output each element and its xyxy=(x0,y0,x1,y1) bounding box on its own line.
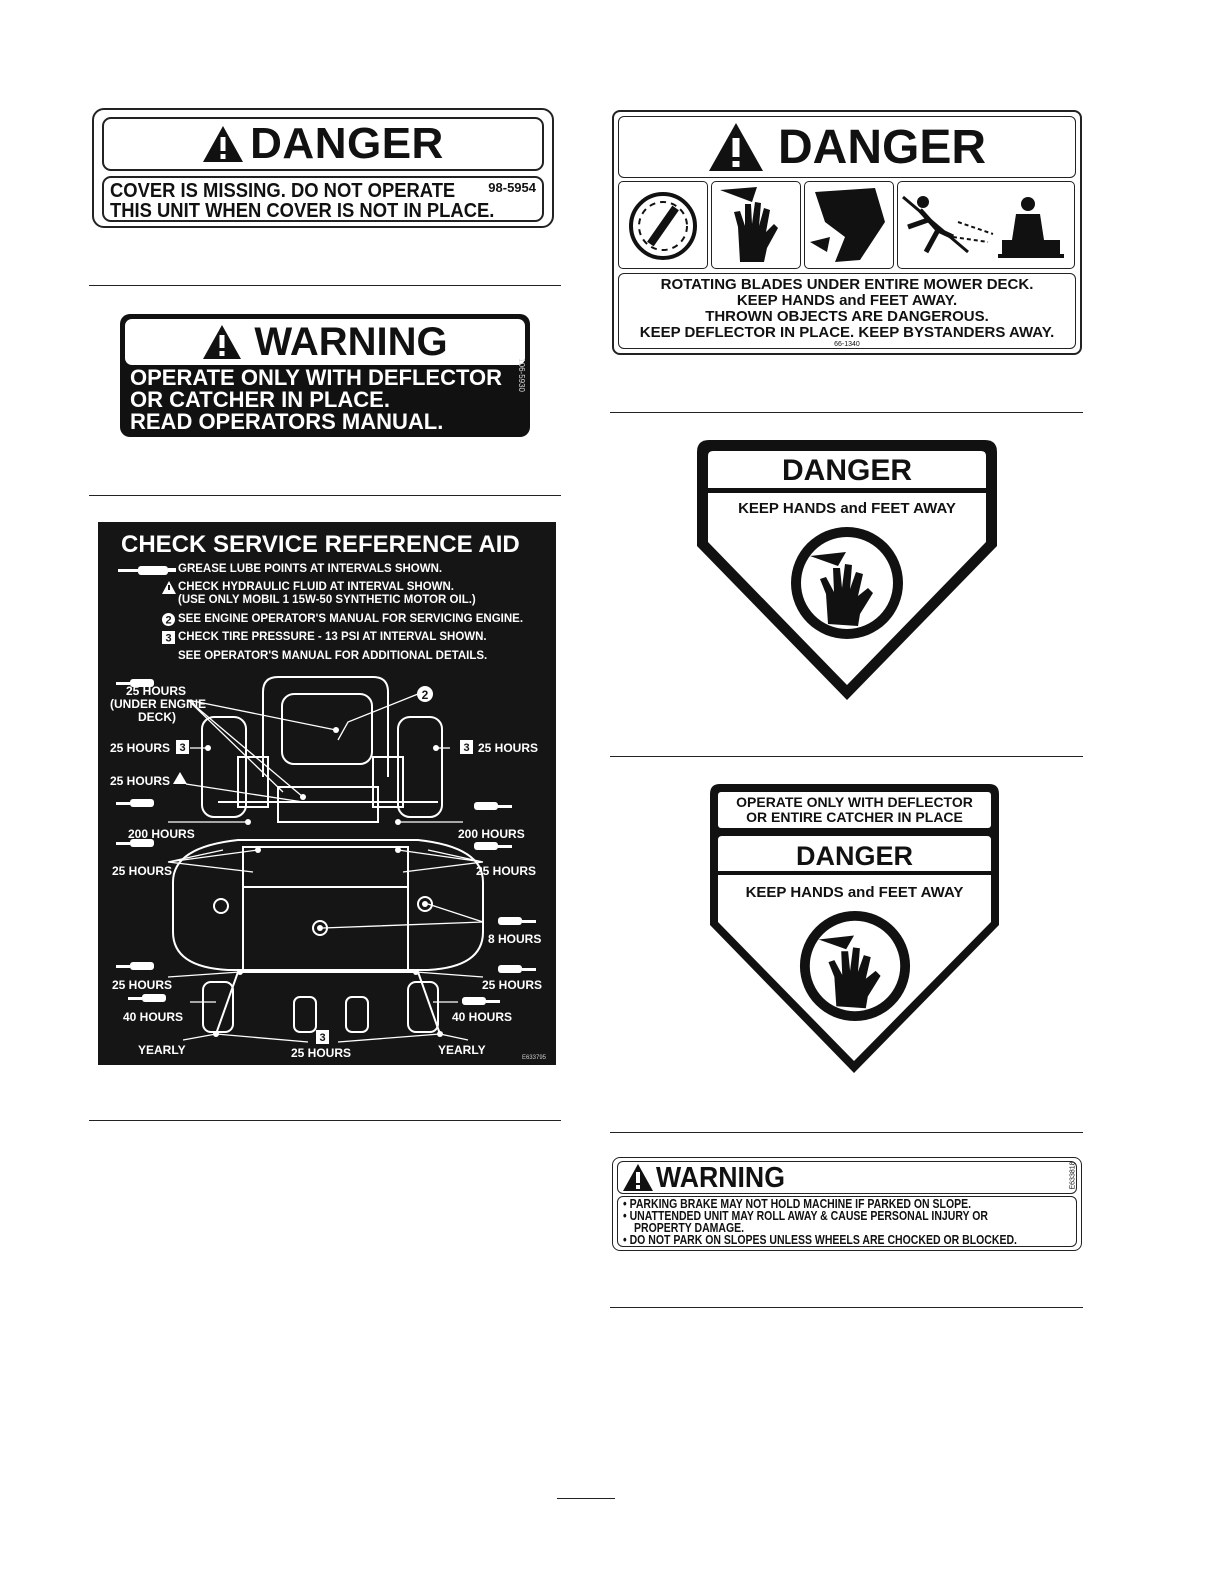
decal-title: CHECK SERVICE REFERENCE AID xyxy=(121,531,520,558)
decal-line: THIS UNIT WHEN COVER IS NOT IN PLACE. xyxy=(110,200,495,222)
decal-line: • PARKING BRAKE MAY NOT HOLD MACHINE IF PARKED ON SLOPE. xyxy=(623,1197,972,1211)
decal-line: OPERATE ONLY WITH DEFLECTOR xyxy=(736,794,973,810)
hand-cut-icon xyxy=(788,524,906,642)
decal-subtext: KEEP HANDS and FEET AWAY xyxy=(738,500,956,517)
part-number: 106-5930 xyxy=(517,358,526,392)
section-divider xyxy=(89,285,561,286)
decal-line: • DO NOT PARK ON SLOPES UNLESS WHEELS ARE CHOCKED OR BLOCKED. xyxy=(623,1233,1017,1247)
decal-line: ROTATING BLADES UNDER ENTIRE MOWER DECK. xyxy=(660,276,1034,293)
decal-line: PROPERTY DAMAGE. xyxy=(634,1221,745,1235)
callout-label: 25 HOURS xyxy=(110,774,171,788)
foot-cut-icon xyxy=(805,182,893,268)
legend-item: (USE ONLY MOBIL 1 15W-50 SYNTHETIC MOTOR OIL.) xyxy=(178,594,476,606)
decal-line: KEEP DEFLECTOR IN PLACE. KEEP BYSTANDERS AWAY. xyxy=(639,324,1055,341)
decal-line: COVER IS MISSING. DO NOT OPERATE xyxy=(110,180,456,202)
decal-operate-with-deflector xyxy=(120,314,530,437)
svg-text:3: 3 xyxy=(165,632,172,644)
decal-subtext: KEEP HANDS and FEET AWAY xyxy=(745,884,964,901)
decal-cover-missing xyxy=(92,108,554,228)
pictogram-panel xyxy=(711,181,801,269)
decal-header xyxy=(102,117,544,171)
decal-keep-hands-away xyxy=(695,438,999,702)
legend-item: GREASE LUBE POINTS AT INTERVALS SHOWN. xyxy=(178,563,443,575)
section-divider xyxy=(610,756,1083,757)
decal-heading: WARNING xyxy=(656,1162,785,1194)
warning-triangle-icon xyxy=(162,581,176,594)
thrown-object-icon xyxy=(898,182,1074,268)
grease-gun-icon xyxy=(118,565,176,577)
decal-header xyxy=(125,319,525,365)
decal-header xyxy=(617,1161,1077,1194)
page-number-rule xyxy=(557,1498,615,1499)
decal-line: THROWN OBJECTS ARE DANGEROUS. xyxy=(705,308,989,325)
decal-heading: WARNING xyxy=(254,319,448,364)
decal-rotating-blades xyxy=(612,110,1082,355)
callout-label: 25 HOURS xyxy=(112,864,173,878)
decal-line: KEEP HANDS and FEET AWAY. xyxy=(736,292,958,309)
callout-label: 25 HOURS xyxy=(110,741,171,755)
decal-body xyxy=(102,176,544,222)
decal-line: OPERATE ONLY WITH DEFLECTOR xyxy=(130,365,502,390)
decal-line: • UNATTENDED UNIT MAY ROLL AWAY & CAUSE PERSONAL INJURY OR xyxy=(623,1209,989,1223)
legend-item: SEE ENGINE OPERATOR'S MANUAL FOR SERVICING ENGINE. xyxy=(178,613,524,625)
svg-text:2: 2 xyxy=(165,614,172,626)
blade-rotation-icon xyxy=(619,182,707,268)
callout-label: 200 HOURS xyxy=(458,827,525,841)
decal-body xyxy=(618,273,1076,349)
section-divider xyxy=(89,1120,561,1121)
decal-parking-brake xyxy=(612,1157,1082,1251)
callout-label: 8 HOURS xyxy=(488,932,542,946)
callout-label: 25 HOURS xyxy=(126,684,187,698)
legend-item: SEE OPERATOR'S MANUAL FOR ADDITIONAL DETAILS. xyxy=(178,650,488,662)
decal-heading: DANGER xyxy=(777,120,986,174)
bystander-icon xyxy=(998,197,1064,258)
legend-item: CHECK TIRE PRESSURE - 13 PSI AT INTERVAL SHOWN. xyxy=(178,631,487,643)
decal-line: OR ENTIRE CATCHER IN PLACE xyxy=(746,809,963,825)
callout-label: 25 HOURS xyxy=(112,978,173,992)
warning-triangle-icon xyxy=(623,1164,653,1191)
section-divider xyxy=(610,412,1083,413)
callout-label: (UNDER ENGINE xyxy=(110,697,207,711)
number-2-icon xyxy=(162,613,175,626)
callout-label: YEARLY xyxy=(138,1043,186,1057)
engine-marker: 2 xyxy=(421,688,429,702)
callout-label: 200 HOURS xyxy=(128,827,195,841)
legend-item: CHECK HYDRAULIC FLUID AT INTERVAL SHOWN. xyxy=(178,581,454,593)
pictogram-panel xyxy=(804,181,894,269)
tire-marker: 3 xyxy=(463,742,470,754)
callout-label: 40 HOURS xyxy=(123,1010,184,1024)
section-divider xyxy=(610,1132,1083,1133)
warning-triangle-icon xyxy=(708,122,764,172)
callout-label: 40 HOURS xyxy=(452,1010,513,1024)
callout-label: 25 HOURS xyxy=(476,864,537,878)
decal-heading: DANGER xyxy=(795,841,913,871)
callout-label: YEARLY xyxy=(438,1043,486,1057)
decal-header xyxy=(618,116,1076,178)
hand-cut-icon xyxy=(797,908,913,1024)
decal-line: OR CATCHER IN PLACE. xyxy=(130,387,390,412)
callout-label: 25 HOURS xyxy=(291,1046,352,1060)
warning-triangle-icon xyxy=(202,125,244,163)
number-3-icon xyxy=(162,631,175,644)
decal-body xyxy=(617,1196,1077,1247)
part-number: 66-1340 xyxy=(834,341,860,348)
hand-cut-icon xyxy=(712,182,800,268)
pictogram-panel xyxy=(618,181,708,269)
decal-operate-with-catcher xyxy=(708,782,1001,1075)
part-number: E633818 xyxy=(1069,1161,1077,1190)
callout-label: 25 HOURS xyxy=(478,741,539,755)
section-divider xyxy=(610,1307,1083,1308)
decal-heading: DANGER xyxy=(250,119,444,168)
section-divider xyxy=(89,495,561,496)
warning-triangle-icon xyxy=(202,324,242,360)
callout-label: DECK) xyxy=(138,710,176,724)
callout-label: 25 HOURS xyxy=(482,978,543,992)
service-reference-aid-decal xyxy=(98,522,556,1065)
pictogram-panel xyxy=(897,181,1075,269)
decal-heading: DANGER xyxy=(781,454,912,487)
decal-line: READ OPERATORS MANUAL. xyxy=(130,409,444,434)
part-number: 98-5954 xyxy=(488,180,536,195)
part-number: E633795 xyxy=(521,1055,546,1061)
tire-marker: 3 xyxy=(179,742,186,754)
tire-marker: 3 xyxy=(319,1032,326,1044)
